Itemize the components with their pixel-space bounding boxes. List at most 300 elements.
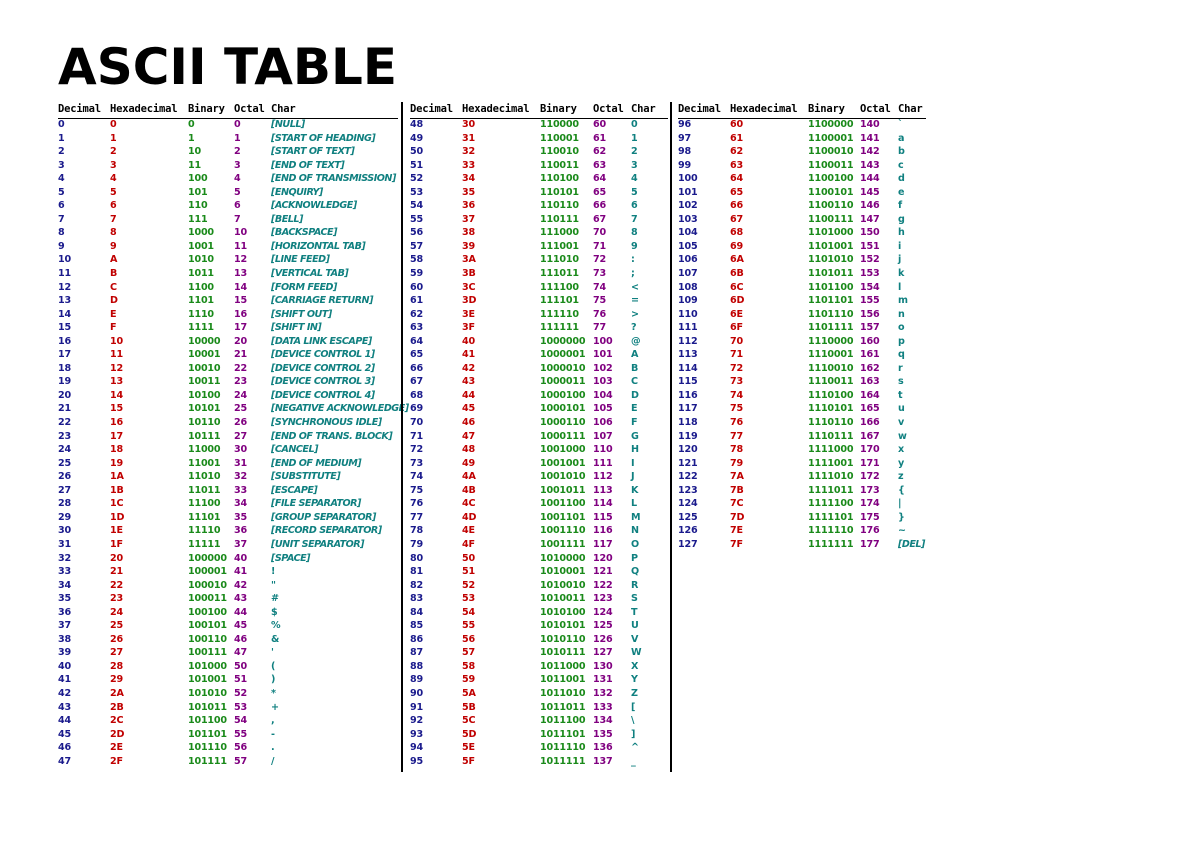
cell-char: n <box>898 308 905 320</box>
cell-decimal: 63 <box>410 322 423 334</box>
cell-hexadecimal: 58 <box>462 660 475 672</box>
cell-binary: 1011011 <box>540 701 586 713</box>
cell-octal: 151 <box>860 240 880 252</box>
cell-char: [SUBSTITUTE] <box>271 471 341 483</box>
cell-decimal: 50 <box>410 146 423 158</box>
cell-char: m <box>898 295 908 307</box>
cell-decimal: 36 <box>58 606 71 618</box>
cell-hexadecimal: 1D <box>110 511 125 523</box>
cell-octal: 113 <box>593 484 613 496</box>
cell-binary: 1000000 <box>540 335 586 347</box>
cell-binary: 101110 <box>188 742 227 754</box>
cell-binary: 100010 <box>188 579 227 591</box>
cell-char: E <box>631 403 638 415</box>
cell-binary: 1101110 <box>808 308 854 320</box>
cell-char: g <box>898 213 905 225</box>
cell-binary: 111010 <box>540 254 579 266</box>
cell-octal: 175 <box>860 511 880 523</box>
cell-binary: 1001111 <box>540 538 586 550</box>
cell-octal: 117 <box>593 538 613 550</box>
cell-octal: 133 <box>593 701 613 713</box>
cell-decimal: 90 <box>410 687 423 699</box>
cell-hexadecimal: 25 <box>110 620 123 632</box>
cell-octal: 40 <box>234 552 247 564</box>
cell-char: H <box>631 444 639 456</box>
cell-char: q <box>898 349 905 361</box>
cell-binary: 101010 <box>188 687 227 699</box>
cell-binary: 1011000 <box>540 660 586 672</box>
cell-hexadecimal: 40 <box>462 335 475 347</box>
cell-char: D <box>631 389 639 401</box>
cell-decimal: 48 <box>410 119 423 130</box>
cell-binary: 1101011 <box>808 268 854 280</box>
cell-char: , <box>271 715 275 727</box>
cell-binary: 1110001 <box>808 349 854 361</box>
cell-decimal: 87 <box>410 647 423 659</box>
cell-decimal: 25 <box>58 457 71 469</box>
cell-binary: 1100100 <box>808 173 854 185</box>
cell-octal: 7 <box>234 213 241 225</box>
cell-hexadecimal: 4B <box>462 484 476 496</box>
table-header <box>410 102 668 119</box>
cell-hexadecimal: 17 <box>110 430 123 442</box>
cell-octal: 134 <box>593 715 613 727</box>
cell-hexadecimal: 1A <box>110 471 124 483</box>
cell-hexadecimal: 37 <box>462 213 475 225</box>
cell-hexadecimal: 2A <box>110 687 124 699</box>
cell-char: ! <box>271 566 276 578</box>
cell-hexadecimal: 7D <box>730 511 745 523</box>
cell-decimal: 23 <box>58 430 71 442</box>
cell-hexadecimal: E <box>110 308 117 320</box>
cell-char: = <box>631 295 639 307</box>
cell-binary: 1110111 <box>808 430 854 442</box>
cell-decimal: 58 <box>410 254 423 266</box>
cell-binary: 1111000 <box>808 444 854 456</box>
cell-char: Z <box>631 687 638 699</box>
cell-hexadecimal: 8 <box>110 227 117 239</box>
cell-binary: 110000 <box>540 119 579 130</box>
cell-octal: 141 <box>860 132 880 144</box>
cell-octal: 161 <box>860 349 880 361</box>
cell-hexadecimal: 2C <box>110 715 124 727</box>
cell-char: [BELL] <box>271 213 303 225</box>
cell-decimal: 43 <box>58 701 71 713</box>
cell-char: : <box>631 254 635 266</box>
cell-hexadecimal: 3C <box>462 281 476 293</box>
cell-hexadecimal: 65 <box>730 186 743 198</box>
cell-octal: 147 <box>860 213 880 225</box>
cell-decimal: 33 <box>58 566 71 578</box>
cell-binary: 1011100 <box>540 715 586 727</box>
cell-hexadecimal: 3 <box>110 159 117 171</box>
cell-binary: 10010 <box>188 362 221 374</box>
cell-binary: 1101100 <box>808 281 854 293</box>
cell-char: [ESCAPE] <box>271 484 318 496</box>
cell-binary: 1010110 <box>540 633 586 645</box>
cell-octal: 160 <box>860 335 880 347</box>
cell-binary: 1010000 <box>540 552 586 564</box>
cell-hexadecimal: 5E <box>462 742 475 754</box>
cell-decimal: 106 <box>678 254 698 266</box>
cell-decimal: 19 <box>58 376 71 388</box>
cell-char: b <box>898 146 905 158</box>
cell-decimal: 6 <box>58 200 65 212</box>
cell-hexadecimal: 35 <box>462 186 475 198</box>
cell-binary: 10111 <box>188 430 221 442</box>
cell-decimal: 21 <box>58 403 71 415</box>
cell-octal: 6 <box>234 200 241 212</box>
cell-octal: 65 <box>593 186 606 198</box>
cell-hexadecimal: 29 <box>110 674 123 686</box>
cell-hexadecimal: 5 <box>110 186 117 198</box>
cell-binary: 10000 <box>188 335 221 347</box>
cell-octal: 126 <box>593 633 613 645</box>
cell-hexadecimal: 72 <box>730 362 743 374</box>
cell-hexadecimal: 67 <box>730 213 743 225</box>
cell-octal: 63 <box>593 159 606 171</box>
cell-hexadecimal: 7E <box>730 525 743 537</box>
cell-char: 1 <box>631 132 638 144</box>
cell-octal: 1 <box>234 132 241 144</box>
cell-decimal: 65 <box>410 349 423 361</box>
cell-decimal: 75 <box>410 484 423 496</box>
cell-binary: 111111 <box>540 322 579 334</box>
cell-decimal: 39 <box>58 647 71 659</box>
header-char: Char <box>898 103 923 115</box>
cell-hexadecimal: 4C <box>462 498 476 510</box>
cell-decimal: 103 <box>678 213 698 225</box>
cell-binary: 1110101 <box>808 403 854 415</box>
cell-decimal: 4 <box>58 173 65 185</box>
cell-binary: 1011111 <box>540 755 586 767</box>
cell-octal: 135 <box>593 728 613 740</box>
cell-char: [HORIZONTAL TAB] <box>271 240 366 252</box>
cell-char: l <box>898 281 902 293</box>
cell-binary: 1111010 <box>808 471 854 483</box>
cell-octal: 142 <box>860 146 880 158</box>
cell-octal: 127 <box>593 647 613 659</box>
cell-hexadecimal: 75 <box>730 403 743 415</box>
cell-binary: 1111 <box>188 322 214 334</box>
cell-binary: 110010 <box>540 146 579 158</box>
header-hexadecimal: Hexadecimal <box>462 103 530 115</box>
cell-decimal: 91 <box>410 701 423 713</box>
cell-char: 2 <box>631 146 638 158</box>
cell-decimal: 2 <box>58 146 65 158</box>
cell-hexadecimal: 52 <box>462 579 475 591</box>
cell-decimal: 120 <box>678 444 698 456</box>
cell-hexadecimal: 77 <box>730 430 743 442</box>
cell-octal: 131 <box>593 674 613 686</box>
cell-octal: 164 <box>860 389 880 401</box>
cell-decimal: 15 <box>58 322 71 334</box>
cell-binary: 1100001 <box>808 132 854 144</box>
header-char: Char <box>271 103 296 115</box>
cell-binary: 1000111 <box>540 430 586 442</box>
cell-decimal: 38 <box>58 633 71 645</box>
cell-hexadecimal: 4F <box>462 538 475 550</box>
cell-octal: 176 <box>860 525 880 537</box>
cell-octal: 60 <box>593 119 606 130</box>
cell-hexadecimal: 18 <box>110 444 123 456</box>
cell-octal: 76 <box>593 308 606 320</box>
cell-binary: 1100011 <box>808 159 854 171</box>
cell-binary: 11110 <box>188 525 221 537</box>
cell-octal: 173 <box>860 484 880 496</box>
cell-char: [DEL] <box>898 538 925 550</box>
cell-binary: 1100111 <box>808 213 854 225</box>
cell-decimal: 73 <box>410 457 423 469</box>
cell-octal: 17 <box>234 322 247 334</box>
cell-hexadecimal: 50 <box>462 552 475 564</box>
cell-hexadecimal: 63 <box>730 159 743 171</box>
cell-octal: 166 <box>860 417 880 429</box>
cell-char: / <box>271 755 275 767</box>
cell-binary: 10011 <box>188 376 221 388</box>
cell-binary: 11010 <box>188 471 221 483</box>
cell-decimal: 67 <box>410 376 423 388</box>
cell-char: p <box>898 335 905 347</box>
cell-decimal: 82 <box>410 579 423 591</box>
cell-binary: 1001101 <box>540 511 586 523</box>
cell-binary: 1101000 <box>808 227 854 239</box>
cell-hexadecimal: 61 <box>730 132 743 144</box>
cell-binary: 1100101 <box>808 186 854 198</box>
cell-decimal: 22 <box>58 417 71 429</box>
cell-octal: 4 <box>234 173 241 185</box>
cell-decimal: 80 <box>410 552 423 564</box>
cell-char: L <box>631 498 637 510</box>
cell-char: % <box>271 620 281 632</box>
cell-binary: 1010100 <box>540 606 586 618</box>
cell-octal: 32 <box>234 471 247 483</box>
cell-binary: 1101010 <box>808 254 854 266</box>
cell-char: V <box>631 633 639 645</box>
cell-binary: 10101 <box>188 403 221 415</box>
cell-char: i <box>898 240 902 252</box>
cell-octal: 54 <box>234 715 247 727</box>
header-decimal: Decimal <box>58 103 101 115</box>
cell-binary: 111110 <box>540 308 579 320</box>
cell-hexadecimal: 4A <box>462 471 476 483</box>
cell-char: . <box>271 742 275 754</box>
cell-binary: 11101 <box>188 511 221 523</box>
cell-octal: 155 <box>860 295 880 307</box>
cell-decimal: 110 <box>678 308 698 320</box>
cell-octal: 136 <box>593 742 613 754</box>
cell-char: c <box>898 159 904 171</box>
cell-char: u <box>898 403 905 415</box>
cell-hexadecimal: 2F <box>110 755 123 767</box>
cell-decimal: 37 <box>58 620 71 632</box>
cell-char: _ <box>631 755 636 767</box>
cell-binary: 101111 <box>188 755 227 767</box>
cell-binary: 1110100 <box>808 389 854 401</box>
cell-octal: 44 <box>234 606 247 618</box>
cell-binary: 110111 <box>540 213 579 225</box>
cell-octal: 106 <box>593 417 613 429</box>
cell-decimal: 44 <box>58 715 71 727</box>
cell-hexadecimal: 30 <box>462 119 475 130</box>
cell-decimal: 60 <box>410 281 423 293</box>
cell-char: [NULL] <box>271 119 305 130</box>
header-char: Char <box>631 103 656 115</box>
cell-char: d <box>898 173 905 185</box>
cell-hexadecimal: 6D <box>730 295 745 307</box>
cell-hexadecimal: 2D <box>110 728 125 740</box>
cell-binary: 100001 <box>188 566 227 578</box>
cell-char: [SHIFT IN] <box>271 322 322 334</box>
cell-decimal: 49 <box>410 132 423 144</box>
cell-hexadecimal: 3F <box>462 322 475 334</box>
cell-octal: 26 <box>234 417 247 429</box>
cell-char: z <box>898 471 904 483</box>
cell-binary: 0 <box>188 119 195 130</box>
cell-decimal: 105 <box>678 240 698 252</box>
cell-char: ? <box>631 322 637 334</box>
cell-decimal: 108 <box>678 281 698 293</box>
cell-char: [CANCEL] <box>271 444 318 456</box>
cell-binary: 1010001 <box>540 566 586 578</box>
cell-char: B <box>631 362 639 374</box>
cell-hexadecimal: 78 <box>730 444 743 456</box>
cell-decimal: 88 <box>410 660 423 672</box>
cell-char: [DEVICE CONTROL 2] <box>271 362 375 374</box>
cell-hexadecimal: 3E <box>462 308 475 320</box>
cell-hexadecimal: 44 <box>462 389 475 401</box>
cell-decimal: 18 <box>58 362 71 374</box>
cell-octal: 145 <box>860 186 880 198</box>
cell-binary: 1110110 <box>808 417 854 429</box>
cell-octal: 157 <box>860 322 880 334</box>
cell-binary: 100011 <box>188 593 227 605</box>
cell-decimal: 46 <box>58 742 71 754</box>
cell-binary: 110001 <box>540 132 579 144</box>
cell-char: [ <box>631 701 636 713</box>
cell-hexadecimal: C <box>110 281 117 293</box>
cell-binary: 101000 <box>188 660 227 672</box>
cell-binary: 100 <box>188 173 208 185</box>
cell-binary: 1011001 <box>540 674 586 686</box>
cell-hexadecimal: 13 <box>110 376 123 388</box>
cell-octal: 20 <box>234 335 247 347</box>
cell-hexadecimal: 1B <box>110 484 124 496</box>
cell-hexadecimal: 53 <box>462 593 475 605</box>
cell-decimal: 102 <box>678 200 698 212</box>
cell-octal: 153 <box>860 268 880 280</box>
cell-binary: 1000011 <box>540 376 586 388</box>
cell-char: 8 <box>631 227 638 239</box>
cell-binary: 1111100 <box>808 498 854 510</box>
cell-char: [END OF TRANSMISSION] <box>271 173 396 185</box>
cell-octal: 45 <box>234 620 247 632</box>
cell-binary: 110101 <box>540 186 579 198</box>
cell-decimal: 9 <box>58 240 65 252</box>
cell-decimal: 83 <box>410 593 423 605</box>
cell-binary: 1111111 <box>808 538 854 550</box>
cell-hexadecimal: 2E <box>110 742 123 754</box>
cell-decimal: 74 <box>410 471 423 483</box>
cell-octal: 11 <box>234 240 247 252</box>
cell-char: a <box>898 132 905 144</box>
cell-octal: 121 <box>593 566 613 578</box>
cell-octal: 163 <box>860 376 880 388</box>
cell-octal: 100 <box>593 335 613 347</box>
cell-hexadecimal: 27 <box>110 647 123 659</box>
cell-char: [BACKSPACE] <box>271 227 337 239</box>
cell-decimal: 59 <box>410 268 423 280</box>
cell-hexadecimal: 69 <box>730 240 743 252</box>
cell-octal: 70 <box>593 227 606 239</box>
cell-hexadecimal: 7 <box>110 213 117 225</box>
cell-hexadecimal: 6 <box>110 200 117 212</box>
cell-decimal: 56 <box>410 227 423 239</box>
cell-octal: 24 <box>234 389 247 401</box>
cell-binary: 1001011 <box>540 484 586 496</box>
cell-binary: 10110 <box>188 417 221 429</box>
cell-hexadecimal: 28 <box>110 660 123 672</box>
cell-char: X <box>631 660 639 672</box>
header-decimal: Decimal <box>678 103 721 115</box>
cell-hexadecimal: 3A <box>462 254 476 266</box>
cell-hexadecimal: 21 <box>110 566 123 578</box>
cell-decimal: 113 <box>678 349 698 361</box>
cell-char: [NEGATIVE ACKNOWLEDGE] <box>271 403 409 415</box>
cell-char: $ <box>271 606 278 618</box>
cell-octal: 31 <box>234 457 247 469</box>
cell-octal: 74 <box>593 281 606 293</box>
cell-char: [LINE FEED] <box>271 254 330 266</box>
cell-octal: 170 <box>860 444 880 456</box>
cell-hexadecimal: 79 <box>730 457 743 469</box>
cell-octal: 125 <box>593 620 613 632</box>
cell-char: [START OF HEADING] <box>271 132 376 144</box>
cell-decimal: 24 <box>58 444 71 456</box>
cell-hexadecimal: 32 <box>462 146 475 158</box>
cell-hexadecimal: B <box>110 268 118 280</box>
cell-binary: 111101 <box>540 295 579 307</box>
cell-octal: 27 <box>234 430 247 442</box>
cell-decimal: 10 <box>58 254 71 266</box>
cell-decimal: 16 <box>58 335 71 347</box>
cell-octal: 14 <box>234 281 247 293</box>
cell-decimal: 96 <box>678 119 691 130</box>
cell-octal: 30 <box>234 444 247 456</box>
cell-hexadecimal: 47 <box>462 430 475 442</box>
cell-hexadecimal: 22 <box>110 579 123 591</box>
cell-decimal: 71 <box>410 430 423 442</box>
cell-octal: 140 <box>860 119 880 130</box>
cell-decimal: 101 <box>678 186 698 198</box>
cell-binary: 110011 <box>540 159 579 171</box>
cell-octal: 120 <box>593 552 613 564</box>
cell-hexadecimal: 36 <box>462 200 475 212</box>
cell-hexadecimal: D <box>110 295 118 307</box>
cell-binary: 100100 <box>188 606 227 618</box>
cell-octal: 53 <box>234 701 247 713</box>
cell-octal: 144 <box>860 173 880 185</box>
cell-octal: 42 <box>234 579 247 591</box>
cell-binary: 1000010 <box>540 362 586 374</box>
cell-binary: 100000 <box>188 552 227 564</box>
cell-octal: 12 <box>234 254 247 266</box>
cell-binary: 1011010 <box>540 687 586 699</box>
header-hexadecimal: Hexadecimal <box>110 103 178 115</box>
cell-hexadecimal: 7C <box>730 498 744 510</box>
cell-char: I <box>631 457 635 469</box>
cell-hexadecimal: 73 <box>730 376 743 388</box>
